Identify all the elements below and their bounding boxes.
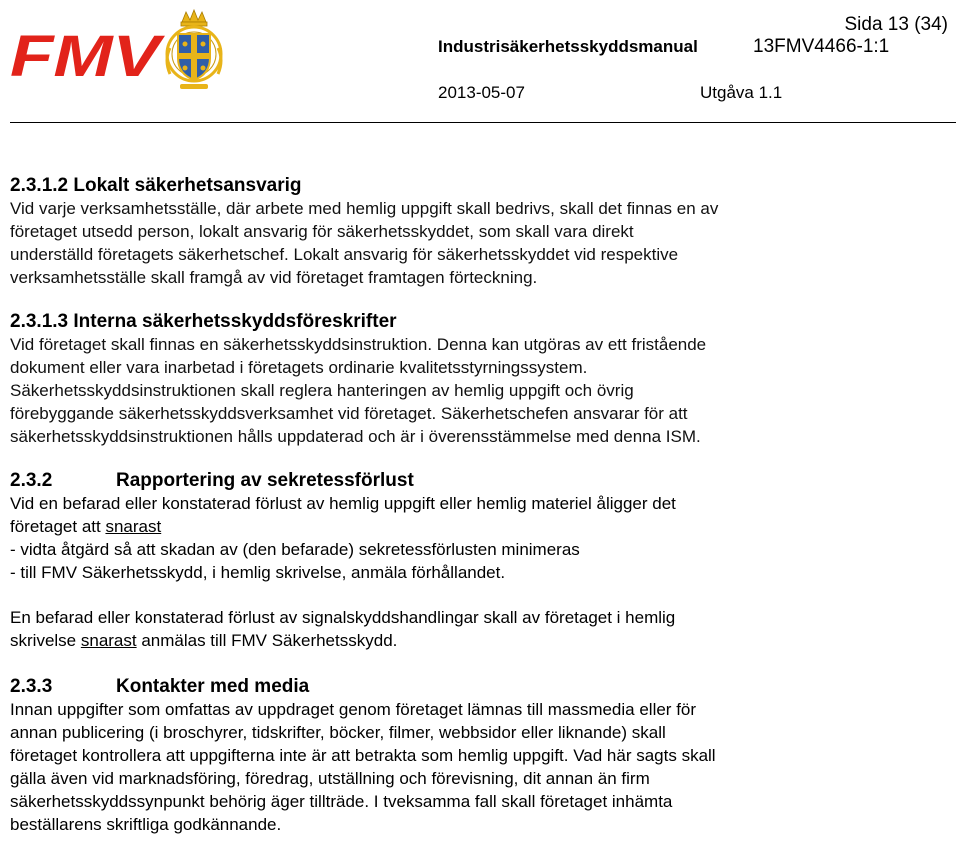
paragraph-line: Säkerhetsskyddsinstruktionen skall reglera hanteringen av hemlig uppgift och övrig	[10, 381, 634, 400]
underlined-text: snarast	[80, 631, 137, 650]
fmv-logo	[10, 8, 232, 96]
fmv-logo-text: FMV	[10, 24, 166, 89]
section-heading-2312	[10, 175, 955, 197]
paragraph-line: annan publicering (i broschyrer, tidskrifter, böcker, filmer, webbsidor eller liknande) skall	[10, 723, 666, 742]
paragraph-line	[10, 515, 955, 538]
section-heading-2313	[10, 311, 955, 333]
paragraph-line: Vid varje verksamhetsställe, där arbete med hemlig uppgift skall bedrivs, skall det finnas en av	[10, 199, 719, 218]
text-run: anmälas till FMV Säkerhetsskydd.	[136, 631, 398, 650]
header-divider	[10, 122, 956, 123]
paragraph-line: företaget kontrollera att uppgifterna inte är att betrakta som hemlig uppgift. Vad här sagts skall	[10, 746, 716, 765]
paragraph-line: Innan uppgifter som omfattas av uppdraget genom företaget lämnas till massmedia eller för	[10, 700, 697, 719]
paragraph-line: beställarens skriftliga godkännande.	[10, 815, 282, 834]
section-title: Lokalt säkerhetsansvarig	[73, 175, 302, 196]
document-id: 13FMV4466-1:1	[753, 36, 890, 57]
paragraph-line: företaget utsedd person, lokalt ansvarig för säkerhetsskyddet, som skall vara direkt	[10, 222, 634, 241]
paragraph-line: säkerhetsskyddssynpunkt behörig äger tillträde. I tveksamma fall skall företaget inhämta	[10, 792, 673, 811]
text-run: företaget att	[10, 517, 106, 536]
paragraph-line: - vidta åtgärd så att skadan av (den befarade) sekretessförlusten minimeras	[10, 540, 580, 559]
section-title: Rapportering av sekretessförlust	[116, 470, 414, 491]
paragraph-line: dokument eller vara inarbetad i företagets ordinarie kvalitetsstyrningssystem.	[10, 358, 588, 377]
paragraph-line: En befarad eller konstaterad förlust av signalskyddshandlingar skall av företaget i hemlig	[10, 608, 676, 627]
underlined-text: snarast	[105, 517, 162, 536]
paragraph-line: Vid en befarad eller konstaterad förlust av hemlig uppgift eller hemlig materiel åligger det	[10, 494, 676, 513]
text-run: skrivelse	[10, 631, 81, 650]
coat-of-arms-icon	[167, 10, 221, 89]
paragraph-line: - till FMV Säkerhetsskydd, i hemlig skrivelse, anmäla förhållandet.	[10, 563, 506, 582]
document-edition: Utgåva 1.1	[700, 83, 783, 102]
section-heading-233	[10, 676, 955, 698]
section-title: Interna säkerhetsskyddsföreskrifter	[73, 311, 397, 332]
paragraph-line: säkerhetsskyddsinstruktionen hålls uppdaterad och är i överensstämmelse med denna ISM.	[10, 427, 701, 446]
spacer	[10, 652, 955, 676]
page-number: Sida 13 (34)	[844, 14, 948, 35]
section-number: 2.3.3	[10, 676, 53, 697]
paragraph-line	[10, 629, 955, 652]
paragraph-line: gälla även vid marknadsföring, föredrag, utställning och förevisning, dit annan än firm	[10, 769, 650, 788]
section-title: Kontakter med media	[116, 676, 310, 697]
spacer	[10, 448, 955, 470]
paragraph-line: underställd företagets säkerhetschef. Lokalt ansvarig för säkerhetsskyddet vid respektive	[10, 245, 679, 264]
section-number: 2.3.2	[10, 470, 53, 491]
section-heading-232	[10, 470, 955, 492]
section-number: 2.3.1.3	[10, 311, 69, 332]
paragraph-line: förebyggande säkerhetsskyddsverksamhet vid företaget. Säkerhetschefen ansvarar för att	[10, 404, 688, 423]
spacer	[10, 584, 955, 606]
paragraph-line: verksamhetsställe skall framgå av vid företaget framtagen förteckning.	[10, 268, 538, 287]
document-date: 2013-05-07	[438, 83, 525, 102]
spacer	[10, 289, 955, 311]
document-title: Industrisäkerhetsskyddsmanual	[438, 37, 698, 56]
section-number: 2.3.1.2	[10, 175, 69, 196]
document-body	[10, 175, 955, 836]
paragraph-line: Vid företaget skall finnas en säkerhetsskyddsinstruktion. Denna kan utgöras av ett fristående	[10, 335, 707, 354]
